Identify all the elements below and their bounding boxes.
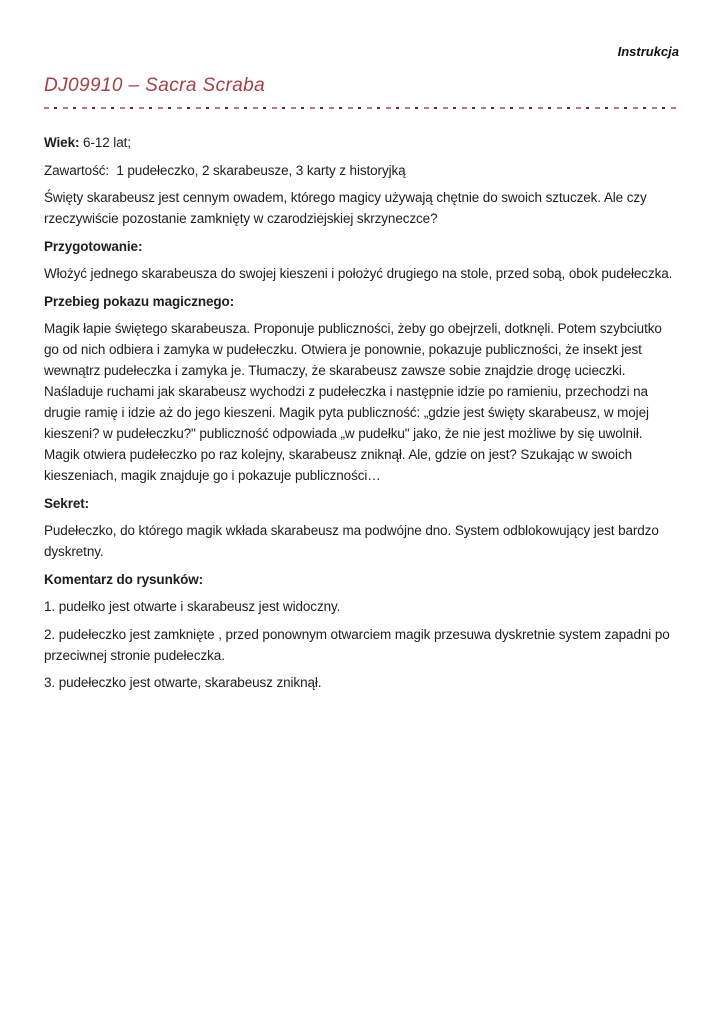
drawings-heading-text: Komentarz do rysunków:	[44, 571, 204, 587]
section-heading-secret	[44, 493, 679, 514]
secret-paragraph	[44, 520, 679, 562]
age-label: Wiek:	[44, 135, 80, 150]
preparation-heading-text: Przygotowanie:	[44, 238, 143, 254]
drawing-note-1-text: 1. pudełko jest otwarte i skarabeusz jest widoczny.	[44, 599, 341, 614]
contents-line	[44, 160, 679, 181]
document-type-label: Instrukcja	[617, 44, 679, 59]
age-line	[44, 132, 679, 153]
drawing-note-2-text: 2. pudełeczko jest zamknięte , przed ponownym otwarciem magik przesuwa dyskretnie system zapadni po przeciwnej stronie pudełeczka.	[44, 626, 674, 663]
age-value: 6-12 lat;	[79, 135, 131, 150]
page-title: DJ09910 – Sacra Scraba	[44, 75, 266, 96]
show-heading-text: Przebieg pokazu magicznego:	[44, 293, 235, 309]
intro-paragraph	[44, 187, 679, 229]
document-body	[44, 132, 679, 693]
drawing-note-3-text: 3. pudełeczko jest otwarte, skarabeusz zniknął.	[44, 675, 322, 690]
show-description-paragraph	[44, 318, 679, 486]
preparation-text: Włożyć jednego skarabeusza do swojej kieszeni i położyć drugiego na stole, przed sobą, obok pudełeczka.	[44, 266, 673, 281]
dashed-separator	[44, 106, 679, 109]
preparation-paragraph	[44, 263, 679, 284]
drawing-note-2	[44, 624, 679, 666]
drawing-note-1	[44, 596, 679, 617]
intro-text: Święty skarabeusz jest cennym owadem, którego magicy używają chętnie do swoich sztuczek. Ale czy rzeczywiście pozostanie zamknięty w czarodziejskiej skrzyneczce?	[44, 190, 651, 226]
secret-text: Pudełeczko, do którego magik wkłada skarabeusz ma podwójne dno. System odblokowujący jest bardzo dyskretny.	[44, 523, 663, 559]
show-description-text: Magik łapie świętego skarabeusza. Proponuje publiczności, żeby go obejrzeli, dotknęli. Potem szybciutko go od nich odbiera i zamyka w pudełeczku. Otwiera je ponownie, pokazuje publiczności, że insekt jest wewnątrz pudełeczka i zamyka je. Tłumaczy, że skarabeusz zawsze sobie znajdzie drogę ucieczki. Naśladuje ruchami jak skarabeusz wychodzi z pudełeczka i następnie idzie po ramieniu, przechodzi na drugie ramię i idzie aż do jego kieszeni. Magik pyta publiczność: „gdzie jest święty skarabeusz, w mojej kieszeni? w pudełeczku?" publiczność odpowiada „w pudełku" jako, że nie jest możliwe by się uwolnił. Magik otwiera pudełeczko po raz kolejny, skarabeusz zniknął. Ale, gdzie on jest? Szukając w swoich kieszeniach, magik znajduje go i pokazuje publiczności…	[44, 321, 666, 483]
contents-text: Zawartość: 1 pudełeczko, 2 skarabeusze, 3 karty z historyjką	[44, 162, 406, 178]
secret-heading-text: Sekret:	[44, 495, 90, 511]
section-heading-drawings	[44, 569, 679, 590]
section-heading-preparation	[44, 236, 679, 257]
drawing-note-3	[44, 672, 679, 693]
section-heading-show	[44, 291, 679, 312]
